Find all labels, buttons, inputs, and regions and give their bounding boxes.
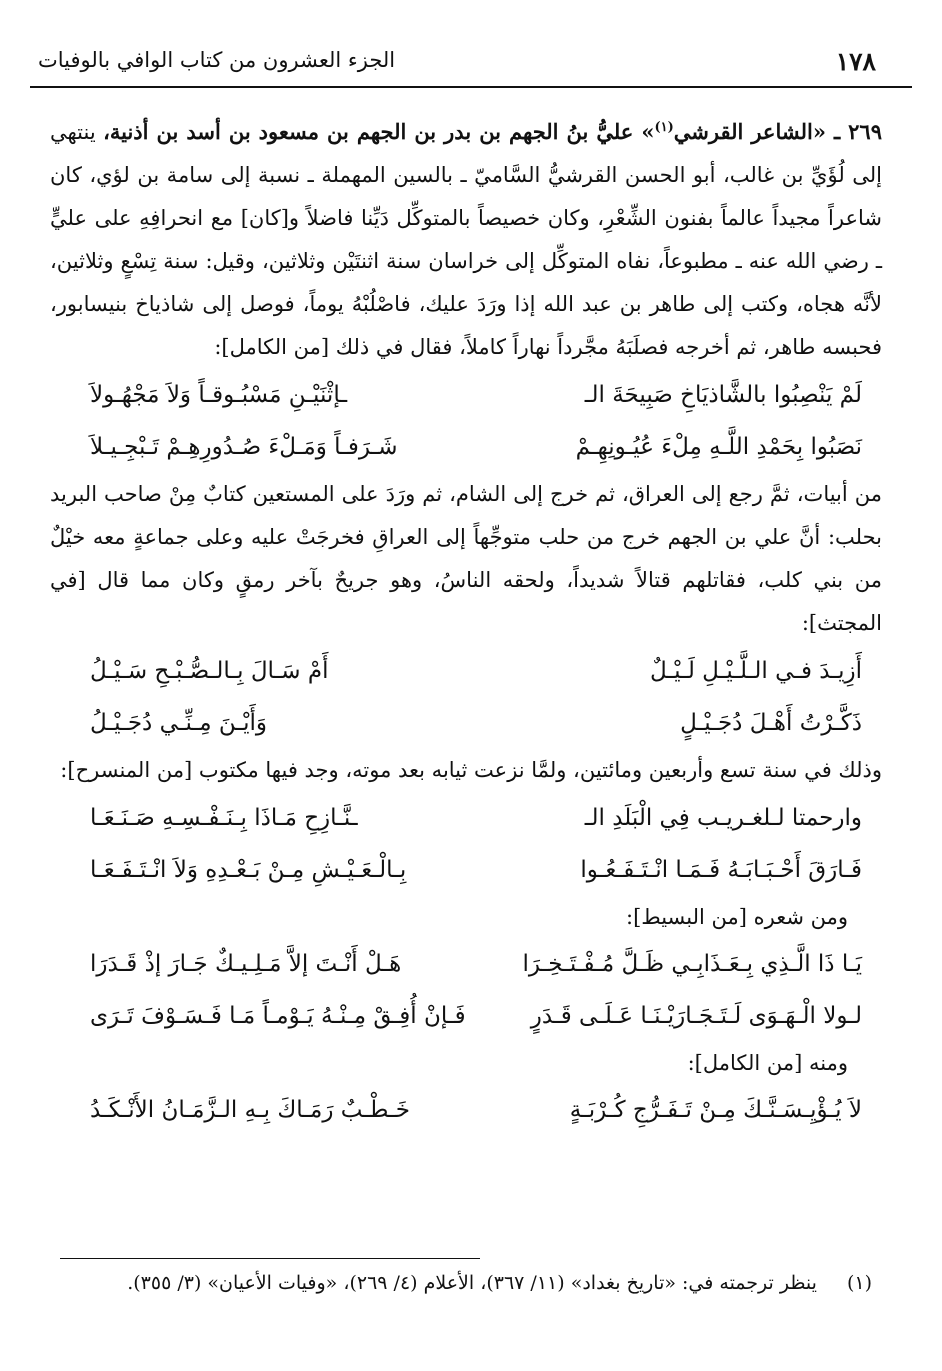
verse-first-hemistich: يَـا ذَا الَّـذِي بِـعَـذَابِـي ظَـلَّ مُـفْـتَـخِـرَا [522,951,862,977]
paragraph-text: ينتهي إلى لُؤَيِّ بن غالب، أبو الحسن القرشيُّ السَّاميّ ـ بالسين المهملة ـ نسبة إلى سامة بن لؤي، كان شاعراً مجيداً عالماً بفنون الشِّعْرِ، وكان خصيصاً بالمتوكِّل دَيِّنا فاضلاً و[كان] مع انحرافِهِ على عليٍّ ـ رضي الله عنه ـ مطبوعاً، نفاه المتوكِّل إلى خراسان سنة اثنتَيْن وثلاثين، وقيل: سنة تِسْعٍ وثلاثين، لأنَّه هجاه، وكتب إلى طاهر بن عبد الله إذا ورَدَ عليك، فاصْلُبْهُ يوماً، فوصل إلى شاذياخ بنيسابور، فحبسه طاهر، ثم أخرجه فصلَبَهُ مجَّرداً نهاراً كاملاً، فقال في ذلك [من الكامل]: [50,120,882,359]
verse-block-3 [50,792,882,896]
verse-second-hemistich: هَـلْ أَنْـتَ إلاَّ مَـلِـيـكٌ جَـارَ إذْ قَـدَرَا [90,951,402,977]
footnote-marker[interactable]: (١) [654,120,674,135]
verse-second-hemistich: وَأَيْـنَ مِـنِّـي دُجَـيْـلُ [90,710,267,736]
verse-line [50,369,882,421]
verse-second-hemistich: خَـطْـبٌ رَمَـاكَ بِـهِ الـزَّمَـانُ الأَنْـكَـدُ [90,1097,410,1123]
verse-first-hemistich: لـولا الْـهَـوَى لَـتَـجَـارَيْـنَـا عَـلَـى قَـدَرٍ [530,1003,862,1029]
verse-line [50,697,882,749]
verse-second-hemistich: بِـالْـعَـيْـشِ مِـنْ بَـعْـدِهِ وَلاَ انْـتَـفَـعَـا [90,857,407,883]
verse-block-4 [50,938,882,1042]
main-text [50,110,882,1136]
verse-second-hemistich: أَمْ سَـالَ بِـالـصُّـبْـحِ سَـيْـلُ [90,658,329,684]
verse-second-hemistich: ـنَّـازِحِ مَـاذَا بِـنَـفْـسِـهِ صَـنَـعَـا [90,805,358,831]
entry-paragraph-4: ومن شعره [من البسيط]: [626,905,848,929]
header-rule [30,86,912,88]
verse-first-hemistich: لَمْ يَنْصِبُوا بالشَّاذيَاخِ صَبِيحَةَ الـ [584,382,862,408]
verse-line [50,990,882,1042]
running-title: الجزء العشرون من كتاب الوافي بالوفيات [38,48,396,72]
verse-line [50,1084,882,1136]
verse-block-5 [50,1084,882,1136]
verse-first-hemistich: لاَ يُـؤْيِـسَـنَّـكَ مِـنْ تَـفَـرُّجِ كُـرْبَـةٍ [569,1097,862,1123]
verse-line [50,421,882,473]
entry-paragraph-2: من أبيات، ثمَّ رجع إلى العراق، ثم خرج إلى الشام، ثم ورَدَ على المستعين كتابٌ مِنْ صاحب البريد بحلب: أنَّ علي بن الجهم خرج من حلب متوجِّهاً إلى العراقِ فخرجَتْ عليه وعلى جماعةٍ معه خيْلٌ من بني كلب، فقاتلهم قتالاً شديداً، ولحقه الناسُ، وهو جريحٌ بآخر رمقٍ وكان مما قال [في المجتث]: [50,482,882,635]
footnote-rule [60,1258,480,1259]
entry-paragraph-1 [50,110,882,369]
verse-block-1 [50,369,882,473]
entry-paragraph-3: وذلك في سنة تسع وأربعين ومائتين، ولمَّا نزعت ثيابه بعد موته، وجد فيها مكتوب [من المنسرح]: [60,758,882,782]
verse-line [50,792,882,844]
verse-second-hemistich: شَـرَفـاً وَمَـلْءَ صُـدُورِهِـمْ تَـبْجِـيـلاَ [90,434,398,460]
footnote [60,1272,882,1294]
entry-paragraph-5: ومنه [من الكامل]: [687,1051,848,1075]
verse-second-hemistich: فَـإنْ أُفِـقْ مِـنْـهُ يَـوْمـاً مَـا فَـسَـوْفَ تَـرَى [90,1003,466,1029]
verse-line [50,844,882,896]
verse-first-hemistich: وارحمتا لـلغـريـب فِي الْبَلَدِ الـ [584,805,862,831]
footnote-text: ينظر ترجمته في: «تاريخ بغداد» (١١/ ٣٦٧)، الأعلام (٤/ ٢٦٩)، «وفيات الأعيان» (٣/ ٣٥٥). [127,1272,817,1294]
entry-heading: ٢٦٩ ـ «الشاعر القرشي [673,119,882,144]
verse-first-hemistich: نَصَبُوا بِحَمْدِ اللَّـهِ مِلْءَ عُيُـونِهِـمْ [575,434,862,460]
entry-heading-name: » عليُّ بنُ الجهم بن بدر بن الجهم بن مسعود بن أسد بن أذنية، [103,119,655,144]
verse-block-2 [50,645,882,749]
verse-first-hemistich: ذَكَّـرْتُ أَهْـلَ دُجَـيْـلٍ [680,710,862,736]
page-header [30,34,912,80]
page-number: ١٧٨ [835,47,876,76]
verse-second-hemistich: ـإثْنَيْـنِ مَسْبُـوقـاً وَلاَ مَجْهُـولاَ [90,382,348,408]
footnote-number: (١) [846,1272,872,1294]
verse-line [50,645,882,697]
verse-line [50,938,882,990]
verse-first-hemistich: فَـارَقَ أَحْـبَـابَـهُ فَـمَـا انْـتَـفَـعُـوا [580,857,862,883]
verse-first-hemistich: أَزِيـدَ فـي الـلَّـيْـلِ لَـيْـلٌ [650,658,862,684]
